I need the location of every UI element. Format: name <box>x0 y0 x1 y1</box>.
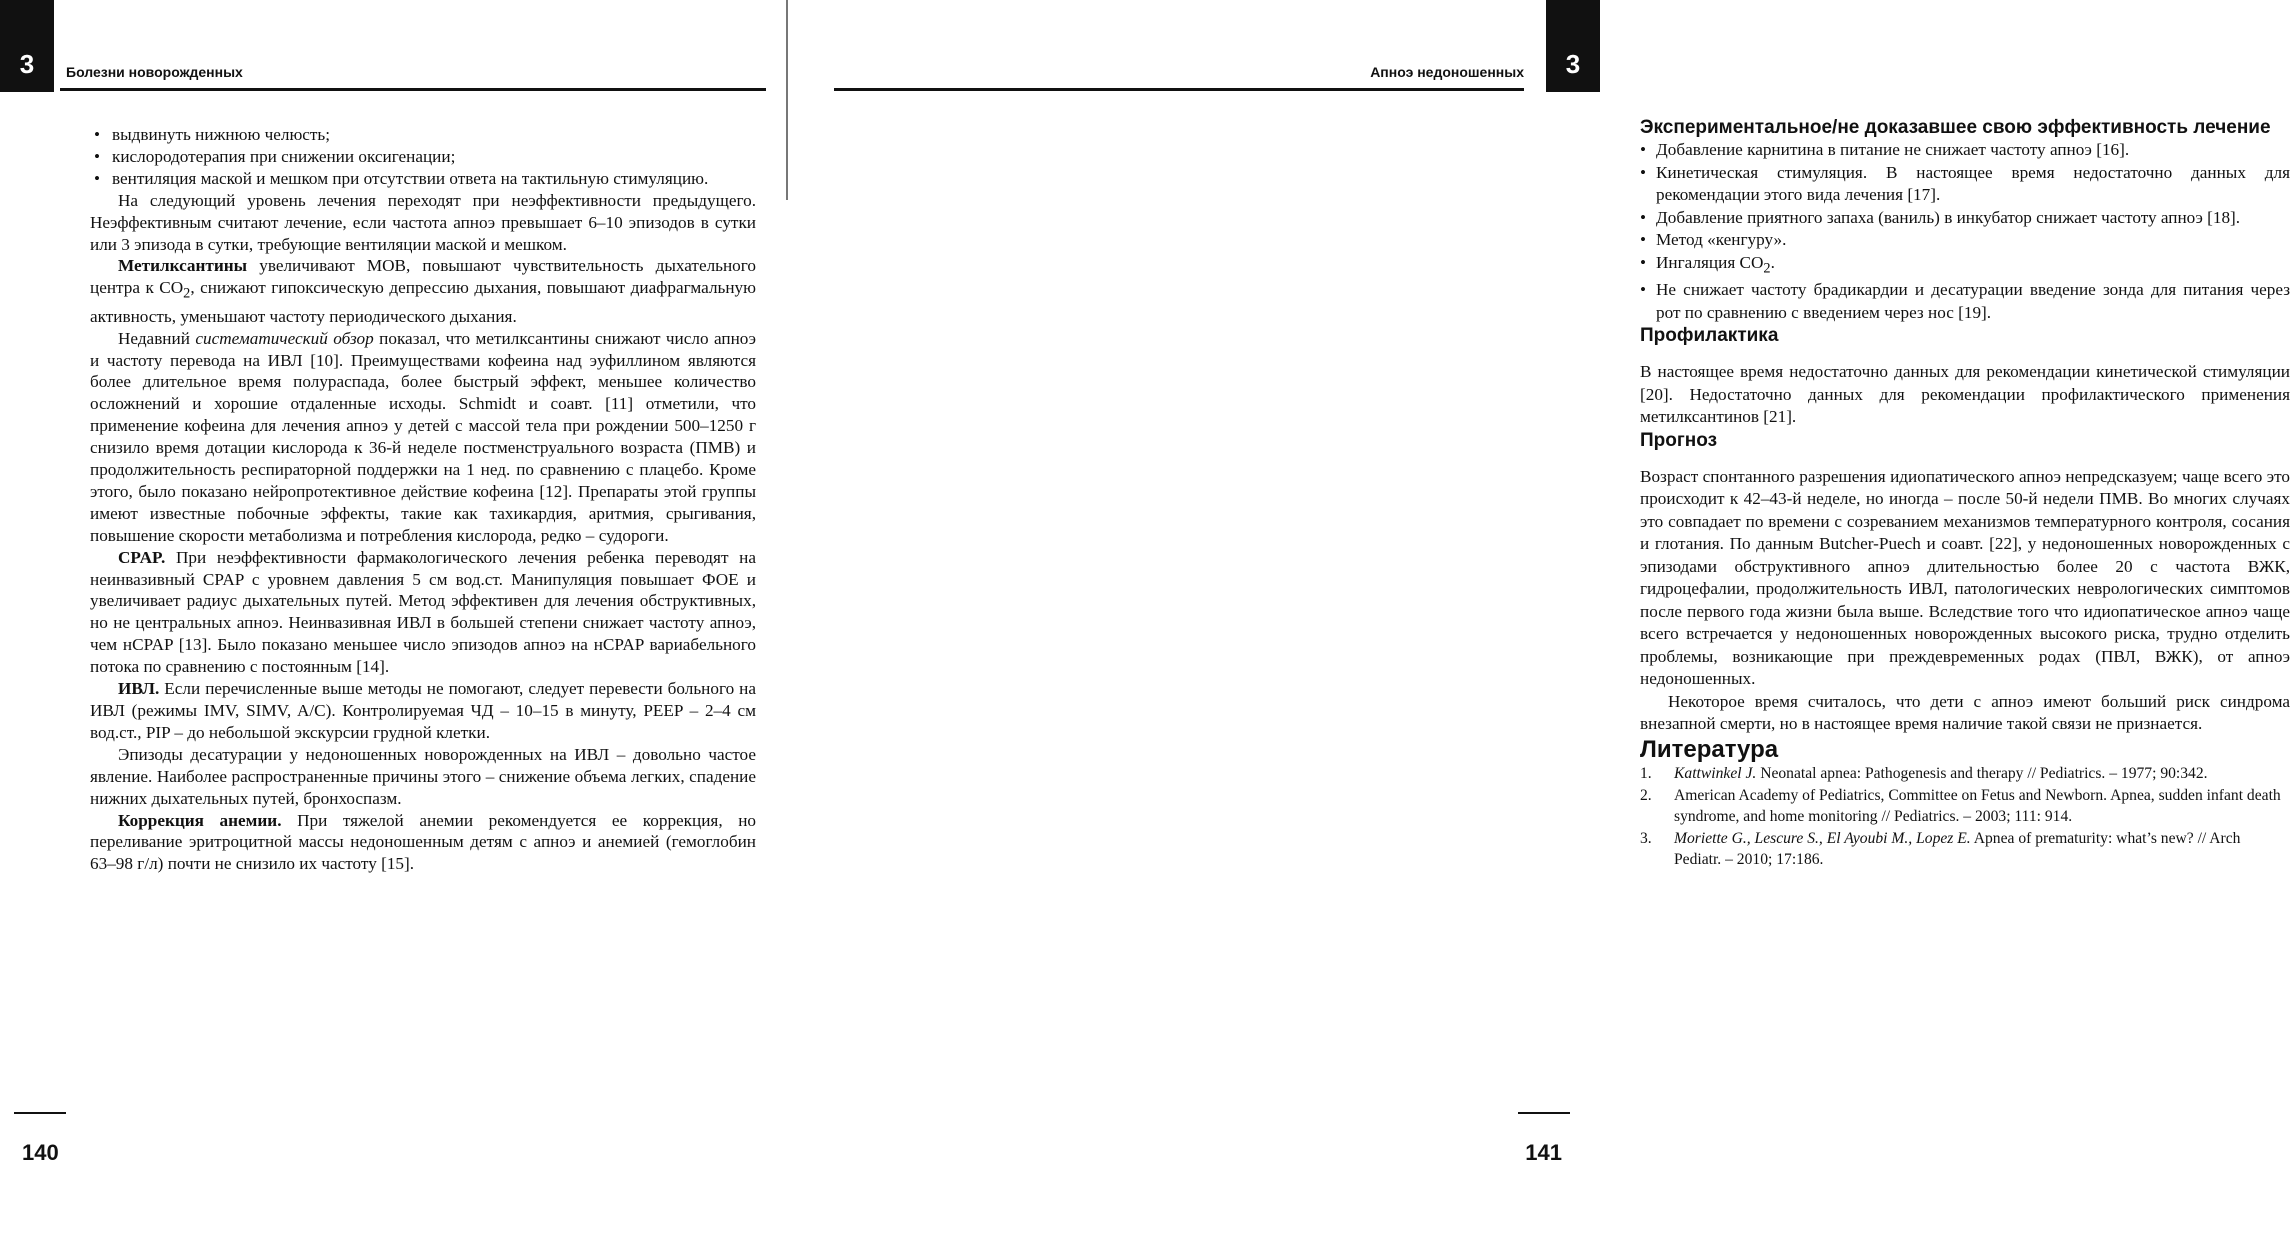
reference-authors: Moriette G., Lescure S., El Ayoubi M., Lopez E. <box>1674 830 1971 848</box>
paragraph <box>90 547 756 678</box>
page-number: 140 <box>22 1140 59 1165</box>
paragraph-lead: Метилксантины <box>118 256 248 276</box>
paragraph: Эпизоды десатурации у недоношенных новорожденных на ИВЛ – довольно частое явление. Наиболее распространенные причины этого – снижение объема легких, спадение нижних дыхательных путей, бронхоспазм. <box>90 744 756 808</box>
paragraph <box>90 678 756 744</box>
section-heading-experimental: Экспериментальное/не доказавшее свою эффективность лечение <box>1640 117 2271 138</box>
section-heading-prophylaxis: Профилактика <box>1640 325 1779 347</box>
chapter-number: 3 <box>1565 49 1581 79</box>
running-head: Апноэ недоношенных <box>1370 64 1524 80</box>
list-item: • Добавление приятного запаха (ваниль) в инкубатор снижает частоту апноэ [18]. <box>1640 207 2290 230</box>
paragraph <box>90 255 756 327</box>
paragraph-text: Если перечисленные выше методы не помогают, следует перевести больного на ИВЛ (режимы IMV, SIMV, A/C). Контролируемая ЧД – 10–15 в минуту, PEEP – 2–4 см вод.ст., PIP – до небольшой экскурсии грудной клетки. <box>90 679 756 742</box>
list-item: • выдвинуть нижнюю челюсть; <box>90 124 756 146</box>
list-item: • кислородотерапия при снижении оксигенации; <box>90 146 756 168</box>
paragraph-text: При тяжелой анемии рекомендуется ее коррекция, но переливание эритроцитной массы недоношенным детям с апноэ и анемией (гемоглобин 63–98 г/л) почти не снизило их частоту [15]. <box>90 810 756 874</box>
reference-item <box>1640 764 2290 785</box>
reference-number: 3. <box>1640 830 1652 848</box>
paragraph-lead: Коррекция анемии. <box>118 810 282 830</box>
chapter-number: 3 <box>19 49 35 79</box>
bullet-list <box>1640 139 2290 324</box>
list-item: • Не снижает частоту брадикардии и десатурации введение зонда для питания через рот по сравнению с введением через нос [19]. <box>1640 279 2290 324</box>
reference-number: 2. <box>1640 787 1652 805</box>
left-body-text <box>90 124 756 875</box>
list-item <box>1640 252 2290 280</box>
reference-text: American Academy of Pediatrics, Committee on Fetus and Newborn. Apnea, sudden infant death syndrome, and home monitoring // Pediatrics. – 2003; 111: 914. <box>1674 787 2281 825</box>
subscript: 2 <box>1763 259 1771 276</box>
paragraph-text: Недавний <box>118 328 196 348</box>
list-item: • Кинетическая стимуляция. В настоящее время недостаточно данных для рекомендации этого вида лечения [17]. <box>1640 162 2290 207</box>
paragraph <box>90 810 756 876</box>
running-head: Болезни новорожденных <box>66 64 243 80</box>
reference-list <box>1640 764 2290 871</box>
reference-item <box>1640 786 2290 827</box>
list-item: • вентиляция маской и мешком при отсутствии ответа на тактильную стимуляцию. <box>90 168 756 190</box>
reference-item <box>1640 829 2290 870</box>
reference-number: 1. <box>1640 764 1652 782</box>
gutter-line <box>786 0 788 200</box>
paragraph: Некоторое время считалось, что дети с апноэ имеют больший риск синдрома внезапной смерти, но в настоящее время наличие такой связи не признается. <box>1640 691 2290 734</box>
page-number: 141 <box>1525 1140 1562 1165</box>
chapter-tab <box>1546 0 1600 92</box>
right-body-text <box>1640 116 2290 872</box>
list-item-text: Ингаляция CO <box>1656 252 1764 272</box>
paragraph: На следующий уровень лечения переходят при неэффективности предыдущего. Неэффективным считают лечение, если частота апноэ превышает 6–10 эпизодов в сутки или 3 эпизода в сутки, требующие вентиляции маской и мешком. <box>90 190 756 254</box>
header-rule <box>60 88 766 91</box>
bullet-list <box>90 124 756 190</box>
paragraph: В настоящее время недостаточно данных для рекомендации кинетической стимуляции [20]. Недостаточно данных для рекомендации профилактического применения метилксантинов [21]. <box>1640 362 2290 427</box>
section-heading-literature: Литература <box>1640 735 1779 763</box>
paragraph: Возраст спонтанного разрешения идиопатического апноэ непредсказуем; чаще всего это происходит к 42–43-й неделе, но иногда – после 50-й недели ПМВ. Во многих случаях это совпадает по времени с созреванием механизмов температурного контроля, сосания и глотания. По данным Butcher-Puech и соавт. [22], у недоношенных новорожденных с эпизодами обструктивного апноэ длительностью более 20 с частота ВЖК, гидроцефалии, продолжительность ИВЛ, патологических неврологических симптомов после первого года жизни была выше. Вследствие того что идиопатическое апноэ чаще всего встречается у недоношенных новорожденных высокого риска, трудно отделить проблемы, возникающие при преждевременных родах (ПВЛ, ВЖК), от апноэ недоношенных. <box>1640 466 2290 689</box>
section-heading-prognosis: Прогноз <box>1640 429 1718 451</box>
reference-text: Neonatal apnea: Pathogenesis and therapy // Pediatrics. – 1977; 90:342. <box>1756 764 2208 782</box>
left-page <box>0 0 800 1238</box>
footer-rule <box>14 1112 66 1114</box>
chapter-tab <box>0 0 54 92</box>
subscript: 2 <box>183 285 191 302</box>
paragraph-text: При неэффективности фармакологического лечения ребенка переводят на неинвазивный CPAP с уровнем давления 5 см вод.ст. Манипуляция повышает ФОЕ и увеличивает радиус дыхательных путей. Метод эффективен для лечения обструктивных, но не центральных апноэ. Неинвазивная ИВЛ в большей степени снижает частоту апноэ, чем нCPAP [13]. Было показано меньшее число эпизодов апноэ на нCPAP вариабельного потока по сравнению с постоянным [14]. <box>90 547 756 677</box>
reference-text: Apnea of prematurity: what’s new? // Arch Pediatr. – 2010; 17:186. <box>1674 830 2241 868</box>
reference-authors: Kattwinkel J. <box>1674 764 1757 782</box>
paragraph-text: увеличивают МОВ, повышают чувствительность дыхательного центра к СО <box>90 256 756 298</box>
header-rule <box>834 88 1524 91</box>
right-page <box>800 0 2290 1238</box>
footer-rule <box>1518 1112 1570 1114</box>
paragraph-text: , снижают гипоксическую депрессию дыхания, повышают диафрагмальную активность, уменьшают частоту периодического дыхания. <box>90 278 756 326</box>
list-item: • Добавление карнитина в питание не снижает частоту апноэ [16]. <box>1640 139 2290 162</box>
paragraph-text: показал, что метилксантины снижают число апноэ и частоту перевода на ИВЛ [10]. Преимуществами кофеина над эуфиллином являются более длительное время полураспада, более быстрый эффект, меньшее количество осложнений и хорошие отдаленные исходы. Schmidt и соавт. [11] отметили, что применение кофеина для лечения апноэ у детей с массой тела при рождении 500–1250 г снизило время дотации кислорода к 36-й неделе постменструального возраста (ПМВ) и продолжительность респираторной поддержки на 1 нед. по сравнению с плацебо. Кроме этого, было показано нейропротективное действие кофеина [12]. Препараты этой группы имеют известные побочные эффекты, такие как тахикардия, аритмия, срыгивания, повышение скорости метаболизма и потребления кислорода, редко – судороги. <box>90 328 756 545</box>
paragraph-lead: ИВЛ. <box>118 679 160 699</box>
list-item-text: . <box>1770 252 1775 272</box>
list-item: • Метод «кенгуру». <box>1640 229 2290 252</box>
paragraph <box>90 328 756 547</box>
italic-term: систематический обзор <box>195 328 374 348</box>
paragraph-lead: CPAP. <box>118 547 166 567</box>
